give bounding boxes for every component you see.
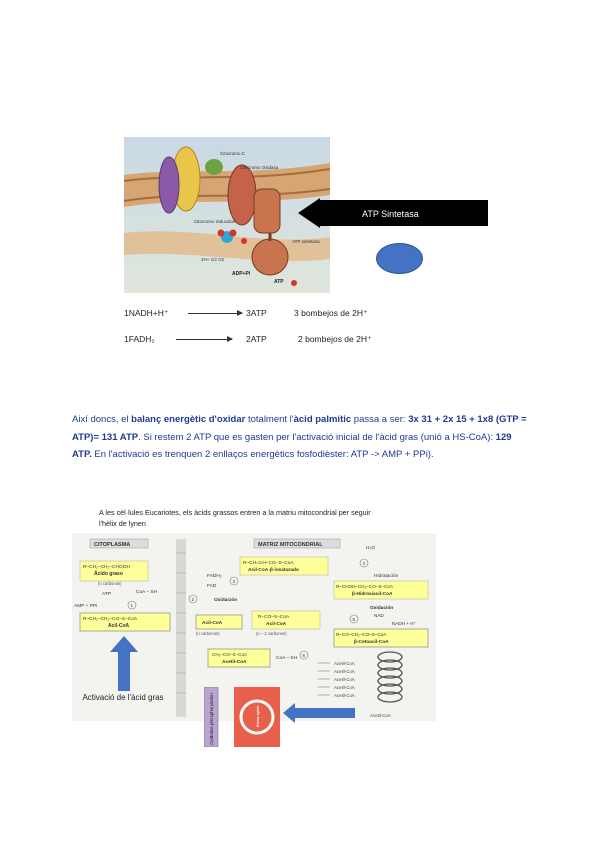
acetil-list-item: Acetil-CoA [334, 693, 355, 698]
equation-row [124, 331, 384, 347]
cetoacil-label: β-Cetoacil-CoA [354, 640, 389, 645]
coa-sh-label: CoA – SH [136, 590, 158, 595]
acil-coa-matrix-label: Acil-CoA [202, 621, 223, 626]
oxidacion-label: Oxidación [214, 598, 238, 603]
equation-row [124, 305, 384, 321]
figure-caption: A les cèl·lules Eucariotes, els àcids grassos entren a la matriu mitocondrial per seguir l'hèlix de lynen [99, 508, 371, 528]
cetoacil-formula: R–CO–CH₂–CO–S–CoA [336, 632, 387, 637]
equation-rhs: 2ATP [246, 334, 267, 344]
oxidacion-label-2: Oxidación [370, 606, 394, 611]
oxphos-krebs-panel [204, 687, 280, 747]
arrow-icon [188, 313, 242, 314]
blue-oval-shape [376, 243, 423, 274]
acetil-list-item: Acetil-CoA [334, 669, 355, 674]
fadh2-label: FADH₂ [207, 574, 222, 579]
acil-coa-n2-formula: R–CO–S–CoA [258, 615, 290, 620]
half-o2-label: 2H+ 1/2 O2 [201, 257, 225, 262]
acetil-list-item: Acetil-CoA [334, 677, 355, 682]
atp-synthase-label: ATP sintetasa [292, 239, 320, 244]
acido-graso-label: Ácido graso [94, 571, 123, 577]
acetil-formula: CH₃–CO–S–CoA [212, 652, 248, 657]
nad-label: NAD [374, 613, 384, 618]
acetil-label: Acetil-CoA [222, 660, 247, 665]
acil-coa-matrix-sub: (n carbonos) [196, 631, 220, 636]
step-number: 1 [130, 603, 134, 608]
step-number: 3 [232, 579, 236, 584]
cytochrome-c-label: Citocromo C [220, 151, 246, 156]
acil-coa-formula: R–CH₂–CH₂–CO–S–CoA [83, 617, 138, 622]
arrow-icon [176, 339, 232, 340]
step-number: 5 [352, 617, 356, 622]
equation-pump: 3 bombejos de 2H⁺ [294, 308, 368, 318]
left-arrow-icon [283, 703, 355, 723]
hidroxiacil-formula: R–CHOH–CH₂–CO–S–CoA [336, 584, 393, 589]
atp-label: ATP [102, 592, 111, 597]
n-carbonos-label: (n carbonos) [98, 581, 122, 586]
atp-label: ATP [274, 279, 284, 285]
acetil-list-item: Acetil-CoA [370, 713, 391, 718]
amp-ppi-label: AMP + PPi [74, 604, 98, 609]
equation-lhs: 1NADH+H⁺ [124, 308, 169, 318]
hidroxiacil-label: β-Hidroxiacil-CoA [352, 592, 393, 597]
body-paragraph: Així doncs, el balanç energètic d'oxidar totalment l'àcid palmític passa a ser: 3x 31 + 2x 15 + 1x8 (GTP = ATP)= 131 ATP. Si restem 2 ATP que es gasten per l'activació inicial de l'àcid gras (unió a HS-CoA): 129 ATP. En l'activació es trenquen 2 enllaços energètics fosfodièster: ATP -> AMP + PPi). [72, 414, 527, 460]
acetil-list-item: Acetil-CoA [334, 661, 355, 666]
acil-coa-n2-label: Acil-CoA [266, 622, 287, 627]
h2o-label: H₂O [366, 546, 376, 551]
oxphos-label: Oxidative phosphorylation [209, 693, 214, 745]
cytochrome-oxidase-label: Citocromo Oxidasa [240, 165, 279, 170]
equation-pump: 2 bombejos de 2H⁺ [298, 334, 372, 344]
krebs-label: Krebs cycle [256, 705, 260, 727]
activation-label: Activació de l'àcid gras [82, 693, 164, 702]
cytochrome-reduced-label: Citocromo reducidos [194, 219, 236, 224]
step-number: 6 [302, 653, 306, 658]
coa-sh-label-2: CoA – SH [276, 656, 298, 661]
nadh-label: NADH + H⁺ [392, 621, 416, 626]
acil-coa-insat-label: Acil-CoA-β-insaturado [248, 568, 299, 573]
acetil-list-item: Acetil-CoA [334, 685, 355, 690]
step-number: 4 [362, 561, 366, 566]
atp-sintetasa-label: ATP Sintetasa [362, 209, 419, 219]
equation-rhs: 3ATP [246, 308, 267, 318]
acil-coa-n2-sub: (n – 2 carbonos) [256, 631, 287, 636]
step-number: 2 [191, 597, 195, 602]
acil-coa-label: Acil-CoA [108, 623, 130, 629]
equation-lhs: 1FADH₂ [124, 334, 155, 344]
acido-graso-formula: R–CH₂–CH₂–CHOOH [83, 565, 130, 570]
acil-coa-insat-formula: R–CH=CH–CO–S–CoA [243, 561, 294, 566]
fad-label: FAD [207, 584, 217, 589]
hidratacion-label: Hidratación [374, 574, 399, 579]
citoplasma-label: CITOPLASMA [94, 542, 131, 548]
up-arrow-icon [110, 636, 138, 691]
matriz-label: MATRIZ MITOCONDRIAL [258, 542, 323, 548]
adp-pi-label: ADP+Pi [232, 271, 251, 277]
